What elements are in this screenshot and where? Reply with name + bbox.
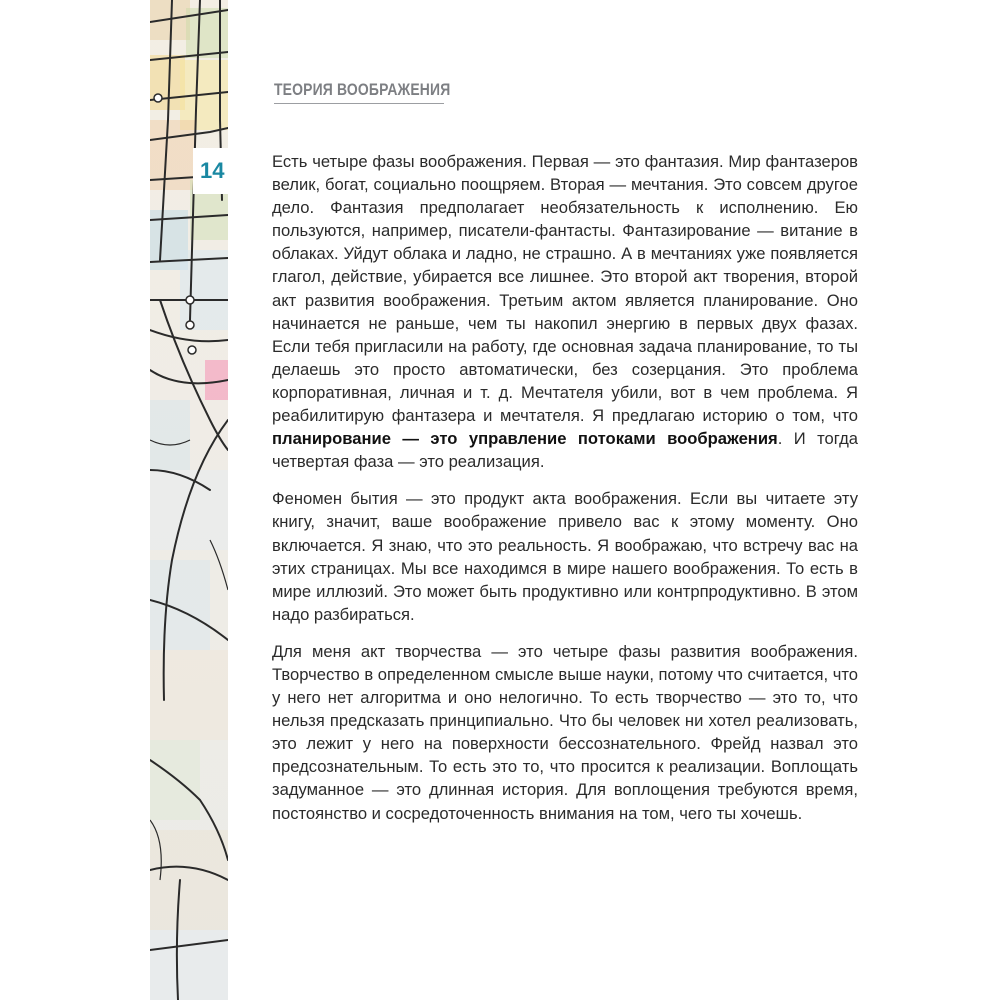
paragraph: Феномен бытия — это продукт акта воображения. Если вы читаете эту книгу, значит, ваше воображение привело вас к этому моменту. Оно включается. Я знаю, что это реальность. Я воображаю, что встречу вас на этих страницах. Мы все находимся в мире нашего воображения. То есть в мире иллюзий. Это может быть продуктивно или контрпродуктивно. В этом надо разбираться.	[272, 489, 858, 624]
paragraph	[272, 150, 858, 473]
running-title: ТЕОРИЯ ВООБРАЖЕНИЯ	[274, 80, 451, 99]
page-number: 14	[193, 148, 236, 194]
paragraph: Для меня акт творчества — это четыре фазы развития воображения. Творчество в определенном смысле выше науки, потому что считается, что у него нет алгоритма и оно нелогично. То есть творчество — это то, что нельзя предсказать принципиально. Что бы человек ни хотел реализовать, это лежит у него на поверхности бессознательного. Фрейд назвал это предсознательным. То есть это то, что просится к реализации. Воплощать задуманное — это длинная история. Для воплощения требуются время, постоянство и сосредоточенность внимания на том, чего ты хочешь.	[272, 641, 858, 823]
paragraph-text: Есть четыре фазы воображения. Первая — это фантазия. Мир фантазеров велик, богат, социально поощряем. Вторая — мечтания. Это совсем другое дело. Фантазия предполагает необязательность к исполнению. Ею пользуются, например, писатели-фантасты. Фантазирование — витание в облаках. Уйдут облака и ладно, не страшно. А в мечтаниях уже появляется глагол, действие, убирается все лишнее. Это второй акт творения, второй акт развития воображения. Третьим актом является планирование. Оно начинается не раньше, чем ты накопил энергию в первых двух фазах. Если тебя пригласили на работу, где основная задача планирование, то ты делаешь это просто автоматически, без созерцания. Это проблема корпоративная, личная и т. д. Мечтателя убили, вот в чем проблема. Я реабилитирую фантазера и мечтателя. Я предлагаю историю о том, что	[272, 152, 858, 426]
running-title-underline	[274, 103, 444, 104]
bold-emphasis: планирование — это управление потоками воображения	[272, 429, 778, 449]
body-text	[272, 150, 858, 839]
paragraph-text: . И тогда четвертая фаза — это реализация.	[272, 429, 858, 472]
